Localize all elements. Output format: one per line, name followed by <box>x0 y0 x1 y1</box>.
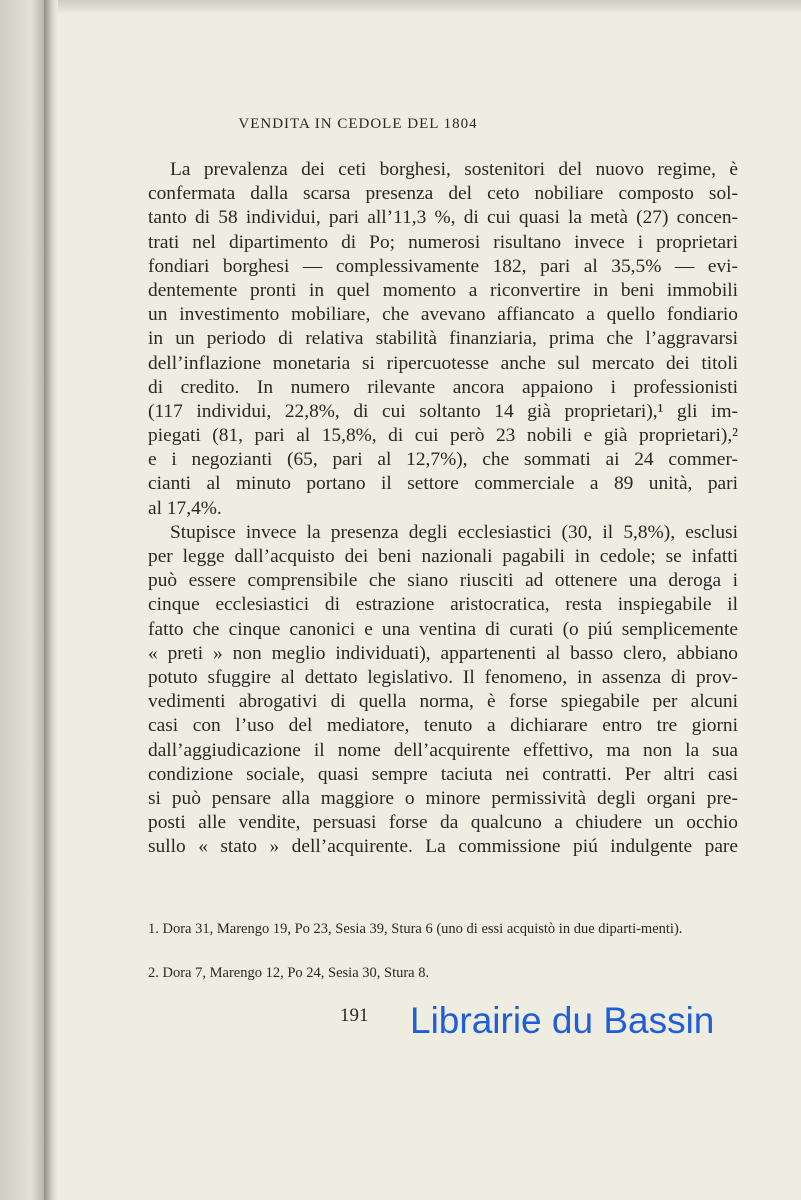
text-line: Stupisce invece la presenza degli ecclesiastici (30, il 5,8%), esclusi <box>170 521 738 543</box>
text-line: si può pensare alla maggiore o minore permissività degli organi pre- <box>148 787 738 809</box>
text-line: confermata dalla scarsa presenza del ceto nobiliare composto sol- <box>148 183 738 205</box>
text-line: fatto che cinque canonici e una ventina di curati (o piú semplicemente <box>148 618 738 640</box>
text-line: di credito. In numero rilevante ancora appaiono i professionisti <box>148 376 738 398</box>
text-line: in un periodo di relativa stabilità finanziaria, prima che l’aggravarsi <box>148 328 738 350</box>
text-line: posti alle vendite, persuasi forse da qualcuno a chiudere un occhio <box>148 812 738 834</box>
text-line: al 17,4%. <box>148 497 222 519</box>
page-top-shadow <box>0 0 801 14</box>
text-line: condizione sociale, quasi sempre taciuta nei contratti. Per altri casi <box>148 763 738 785</box>
text-line: potuto sfuggire al dettato legislativo. Il fenomeno, in assenza di prov- <box>148 666 738 688</box>
text-line: per legge dall’acquisto dei beni nazionali pagabili in cedole; se infatti <box>148 546 738 567</box>
book-gutter <box>44 0 58 1200</box>
text-line: La prevalenza dei ceti borghesi, sostenitori del nuovo regime, è <box>170 159 738 180</box>
text-line: casi con l’uso del mediatore, tenuto a dichiarare entro tre giorni <box>148 715 738 737</box>
facing-page-edge <box>0 0 44 1200</box>
text-line: vedimenti abrogativi di quella norma, è forse spiegabile per alcuni <box>148 691 738 713</box>
text-line: dall’aggiudicazione il nome dell’acquirente effettivo, ma non la sua <box>148 739 738 761</box>
text-line: dentemente pronti in quel momento a riconvertire in beni immobili <box>148 279 738 301</box>
running-header: VENDITA IN CEDOLE DEL 1804 <box>238 116 478 132</box>
text-line: piegati (81, pari al 15,8%, di cui però 23 nobili e già proprietari),² <box>148 425 738 447</box>
page-number: 191 <box>340 1005 369 1026</box>
text-line: cinque ecclesiastici di estrazione aristocratica, resta inspiegabile il <box>148 594 738 616</box>
text-line: (117 individui, 22,8%, di cui soltanto 14 già proprietari),¹ gli im- <box>148 400 738 422</box>
text-line: tanto di 58 individui, pari all’11,3 %, di cui quasi la metà (27) concen- <box>148 207 738 229</box>
text-line: cianti al minuto portano il settore commerciale a 89 unità, pari <box>148 473 738 495</box>
body-text <box>148 158 738 859</box>
text-line: sullo « stato » dell’acquirente. La commissione piú indulgente pare <box>148 836 738 858</box>
watermark: Librairie du Bassin <box>410 1000 715 1041</box>
text-line: e i negozianti (65, pari al 12,7%), che sommati ai 24 commer- <box>148 449 738 471</box>
text-line: dell’inflazione monetaria si ripercuotesse anche sul mercato dei titoli <box>148 352 738 374</box>
text-line: « preti » non meglio individuati), appartenenti al basso clero, abbiano <box>148 642 738 664</box>
footnote-1: 1. Dora 31, Marengo 19, Po 23, Sesia 39, Stura 6 (uno di essi acquistò in due diparti-menti). <box>148 921 683 937</box>
footnote-2: 2. Dora 7, Marengo 12, Po 24, Sesia 30, Stura 8. <box>148 965 430 981</box>
text-line: fondiari borghesi — complessivamente 182, pari al 35,5% — evi- <box>148 255 738 277</box>
text-line: può essere comprensibile che siano riusciti ad ottenere una deroga i <box>148 570 738 592</box>
text-line: trati nel dipartimento di Po; numerosi risultano invece i proprietari <box>148 231 738 253</box>
text-line: un investimento mobiliare, che avevano affiancato a quello fondiario <box>148 304 738 326</box>
